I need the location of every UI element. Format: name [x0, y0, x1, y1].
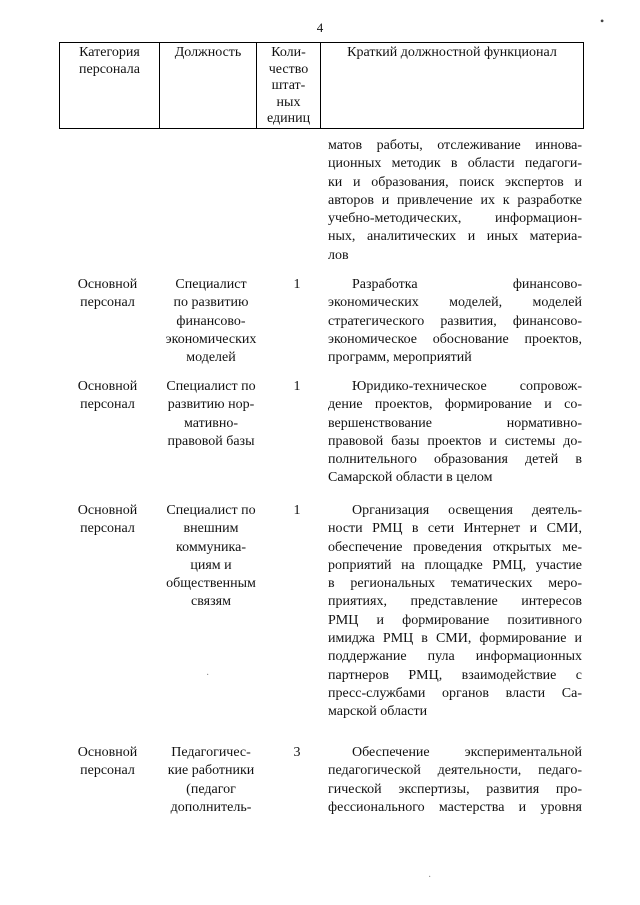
staff-category — [59, 378, 156, 415]
text-line: авторов и привлечение их к разработке — [328, 192, 582, 208]
staff-quantity: 1 — [293, 379, 301, 394]
text-line: лов — [328, 247, 349, 263]
header-quantity — [257, 43, 321, 129]
text-line: экономическое обоснование проектов, — [328, 331, 582, 347]
text-line: циям и — [190, 557, 232, 573]
text-line: общественным — [166, 576, 256, 592]
text-line: роприятий на площадке РМЦ, участие — [328, 557, 582, 573]
text-line: Обеспечение экспериментальной — [352, 745, 582, 760]
text-line: стратегического развития, финансово- — [328, 313, 582, 329]
text-line: Основной — [77, 277, 138, 292]
text-line: ности РМЦ в сети Интернет и СМИ, — [328, 521, 582, 537]
staff-quantity: 1 — [293, 503, 301, 518]
text-line: приятиях, представление интересов — [328, 594, 582, 610]
text-line: моделей — [186, 350, 236, 366]
text-line: Юридико-техническое сопровож- — [352, 379, 582, 394]
text-line: развитию нор- — [167, 397, 255, 413]
text-line: персонал — [80, 521, 135, 537]
staff-category — [59, 502, 156, 539]
text-line: мативно- — [184, 415, 238, 431]
scan-speck: · — [428, 872, 432, 883]
text-line: полнительного образования детей в — [328, 452, 582, 468]
text-line: дение проектов, формирование и со- — [328, 397, 582, 413]
function-description — [328, 378, 582, 488]
scan-speck: · — [206, 670, 210, 681]
function-description — [328, 137, 582, 265]
text-line: внешним — [183, 521, 239, 537]
text-line: финансово- — [176, 313, 246, 329]
text-line: коммуника- — [176, 539, 246, 555]
position-title — [156, 276, 266, 367]
text-line: педагогической деятельности, педаго- — [328, 763, 582, 779]
text-line: Основной — [77, 745, 138, 760]
text-line: кие работники — [167, 763, 255, 779]
text-line: Специалист — [175, 277, 247, 292]
text-line: пресс-службами органов власти Са- — [328, 685, 582, 701]
text-line: дополнитель- — [170, 799, 252, 815]
text-line: Педагогичес- — [171, 745, 251, 760]
text-line: ных — [276, 94, 301, 110]
position-title — [156, 744, 266, 817]
text-line: ных, аналитических и иных материа- — [328, 229, 582, 245]
text-line: Основной — [77, 503, 138, 518]
staff-category — [59, 744, 156, 781]
text-line: программ, мероприятий — [328, 350, 472, 366]
text-line: Специалист по — [166, 503, 256, 518]
staff-quantity: 1 — [293, 277, 301, 292]
text-line: персонал — [80, 397, 135, 413]
page-number: 4 — [316, 20, 324, 35]
text-line: Должность — [174, 45, 242, 60]
function-description — [328, 502, 582, 722]
function-description — [328, 744, 582, 817]
text-line: Коли- — [271, 45, 306, 60]
text-line: правовой базы проектов и системы до- — [328, 433, 582, 449]
text-line: персонала — [79, 61, 140, 77]
text-line: вершенствование нормативно- — [328, 415, 582, 431]
staff-category — [59, 276, 156, 313]
text-line: марской области — [328, 704, 428, 720]
text-line: ки и образования, поиск экспертов и — [328, 174, 582, 190]
text-line: Разработка финансово- — [352, 277, 582, 292]
staff-quantity: 3 — [293, 745, 301, 760]
text-line: матов работы, отслеживание иннова- — [328, 138, 582, 153]
header-position — [160, 43, 257, 129]
text-line: Самарской области в целом — [328, 470, 493, 486]
text-line: ционных методик в области педагоги- — [328, 156, 582, 172]
text-line: по развитию — [173, 295, 249, 311]
text-line: Категория — [79, 45, 140, 60]
text-line: учебно-методических, информацион- — [328, 211, 582, 227]
table-header — [59, 42, 584, 129]
corner-mark: • — [600, 14, 605, 28]
text-line: поддержание пула информационных — [328, 649, 582, 665]
text-line: персонал — [80, 295, 135, 311]
text-line: персонал — [80, 763, 135, 779]
position-title — [156, 502, 266, 612]
text-line: Основной — [77, 379, 138, 394]
text-line: правовой базы — [167, 433, 255, 449]
text-line: единиц — [266, 111, 311, 126]
text-line: Специалист по — [166, 379, 256, 394]
function-description — [328, 276, 582, 367]
text-line: имиджа РМЦ в СМИ, формирование и — [328, 631, 582, 647]
text-line: связям — [191, 594, 231, 610]
text-line: экономических моделей, моделей — [328, 295, 582, 311]
text-line: гической экспертизы, развития про- — [328, 781, 582, 797]
text-line: в региональных тематических меро- — [328, 576, 582, 592]
text-line: партнеров РМЦ, взаимодействие с — [328, 667, 582, 683]
header-category — [60, 43, 160, 129]
text-line: экономических — [165, 331, 257, 347]
text-line: штат- — [271, 78, 306, 93]
text-line: обеспечение проведения открытых ме- — [328, 539, 582, 555]
text-line: РМЦ и формирование позитивного — [328, 612, 582, 628]
text-line: Организация освещения деятель- — [352, 503, 582, 518]
position-title — [156, 378, 266, 451]
header-function — [321, 43, 584, 129]
text-line: Краткий должностной функционал — [347, 45, 557, 60]
text-line: (педагог — [186, 781, 236, 797]
text-line: чество — [268, 61, 309, 77]
text-line: фессионального мастерства и уровня — [328, 799, 582, 815]
